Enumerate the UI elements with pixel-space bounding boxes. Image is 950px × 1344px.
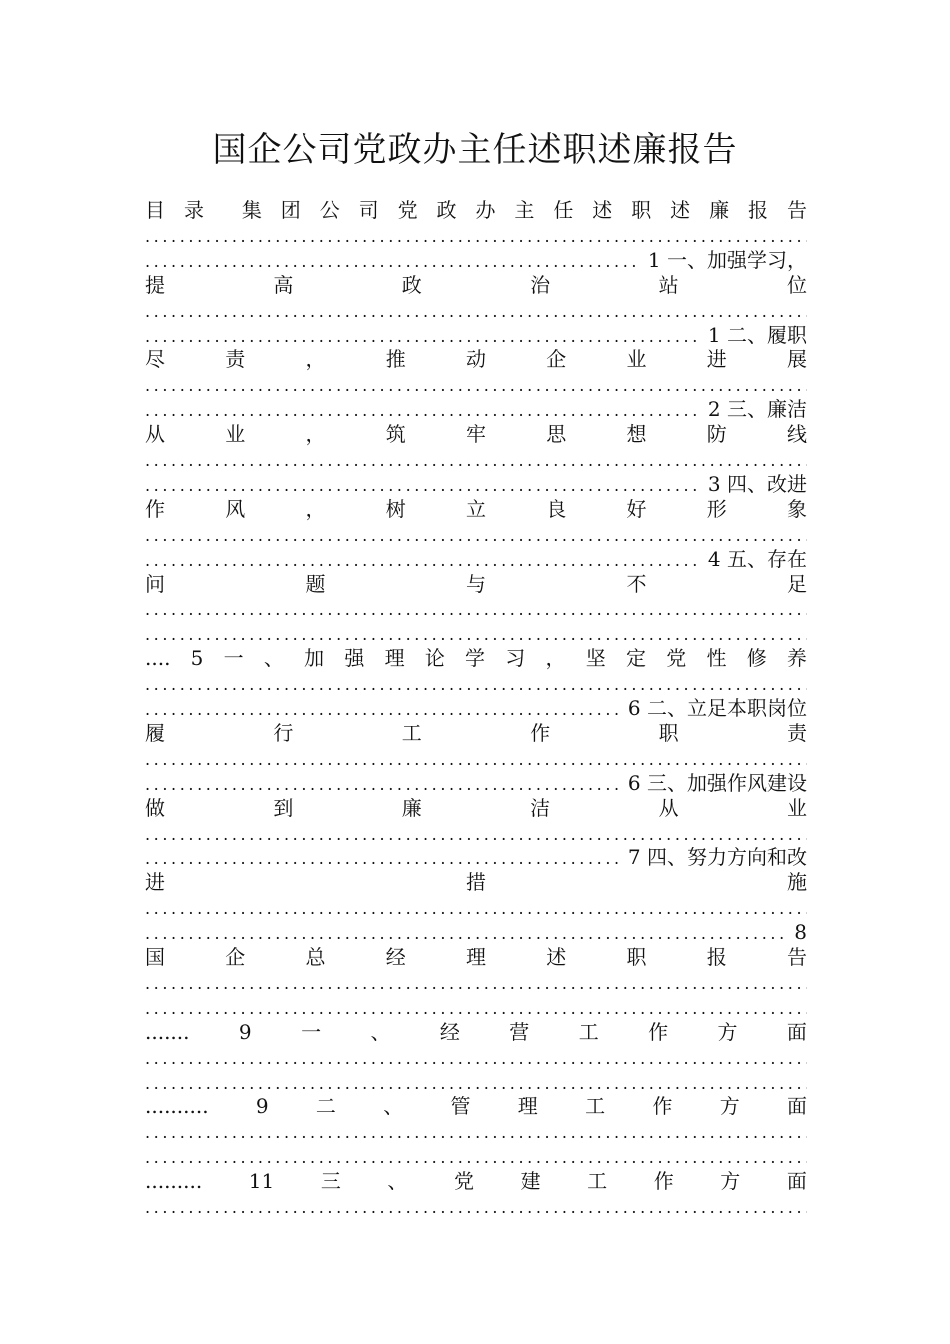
toc-entry-text: [145, 870, 807, 895]
toc-dot-leader-line: [145, 372, 807, 397]
toc-character: 报: [706, 945, 727, 969]
toc-character: 主: [514, 198, 535, 222]
dot-leader: [145, 821, 807, 846]
toc-page-and-next-entry: 4 五、存在: [707, 546, 807, 571]
toc-entry-text: [145, 497, 807, 522]
toc-character: 与: [466, 571, 486, 596]
dot-leader: [145, 248, 638, 273]
toc-character: 树: [385, 496, 406, 521]
toc-entry-page: [145, 920, 807, 945]
toc-character: 风: [225, 496, 246, 521]
toc-entry-text: [145, 945, 807, 970]
toc-page-and-next-entry: 6 二、立足本职岗位: [627, 696, 807, 720]
toc-character: 问: [145, 571, 165, 596]
dot-leader: [145, 845, 618, 870]
toc-entry-text: [145, 1020, 807, 1045]
dot-leader: [145, 223, 807, 248]
toc-character: 养: [786, 646, 807, 671]
document-title: 国企公司党政办主任述职述廉报告: [212, 130, 738, 170]
toc-character: 政: [436, 198, 457, 222]
toc-character: 述: [592, 198, 613, 222]
toc-character: 作: [652, 1094, 673, 1119]
toc-character: 洁: [530, 795, 551, 820]
dot-leader: [145, 920, 784, 945]
toc-character: 党: [453, 1169, 474, 1194]
toc-character: 告: [787, 945, 807, 969]
toc-character: 任: [553, 198, 574, 222]
toc-character: 职: [658, 720, 679, 745]
toc-entry-text: [145, 273, 807, 298]
dot-leader: [145, 771, 618, 796]
toc-character: ....: [145, 646, 171, 671]
toc-entry-page: [145, 771, 807, 796]
toc-character: 工: [585, 1094, 606, 1119]
toc-character: 营: [509, 1019, 530, 1044]
toc-character: 坚: [585, 646, 606, 671]
dot-leader: [145, 895, 807, 920]
toc-entry-page: [145, 397, 807, 422]
toc-character: 责: [786, 720, 807, 745]
toc-entry-text: [145, 198, 807, 223]
toc-character: 工: [587, 1169, 608, 1194]
toc-entry-text: [145, 422, 807, 447]
toc-page-and-next-entry: 2 三、廉洁: [707, 397, 807, 422]
toc-entry-page: [145, 323, 807, 348]
toc-entry-text: [145, 572, 807, 597]
toc-character: .......: [145, 1019, 190, 1044]
dot-leader: [145, 447, 807, 472]
toc-character: 作: [145, 496, 165, 521]
dot-leader: [145, 1045, 807, 1070]
toc-character: 企: [225, 945, 246, 969]
toc-character: ，: [305, 422, 326, 447]
toc-entry-text: [145, 1169, 807, 1194]
toc-character: 高: [273, 272, 294, 297]
toc-character: 到: [273, 795, 294, 820]
toc-character: 11: [248, 1169, 275, 1194]
toc-character: 形: [706, 496, 727, 521]
dot-leader: [145, 372, 807, 397]
toc-page-and-next-entry: 3 四、改进: [707, 471, 807, 496]
toc-character: 做: [145, 795, 165, 820]
toc-character: 党: [397, 198, 418, 222]
toc-character: 责: [225, 347, 246, 372]
toc-entry-text: [145, 347, 807, 372]
toc-character: 、: [387, 1169, 408, 1194]
toc-character: 、: [263, 646, 284, 671]
toc-character: 党: [666, 646, 687, 671]
toc-dot-leader-line: [145, 746, 807, 771]
toc-character: 经: [439, 1019, 460, 1044]
toc-character: ，: [545, 646, 566, 671]
dot-leader: [145, 1194, 807, 1219]
toc-dot-leader-line: [145, 995, 807, 1020]
toc-dot-leader-line: [145, 621, 807, 646]
dot-leader: [145, 1144, 807, 1169]
toc-character: 总: [305, 945, 326, 969]
dot-leader: [145, 1070, 807, 1095]
toc-dot-leader-line: [145, 671, 807, 696]
toc-character: 修: [746, 646, 767, 671]
toc-character: 动: [466, 347, 486, 372]
toc-character: 足: [787, 571, 807, 596]
toc-character: 展: [787, 347, 807, 372]
toc-character: 强: [344, 646, 365, 671]
dot-leader: [145, 397, 698, 422]
toc-character: 业: [786, 795, 807, 820]
toc-character: 告: [786, 198, 807, 222]
dot-leader: [145, 323, 698, 348]
toc-character: 工: [578, 1019, 599, 1044]
toc-character: 题: [305, 571, 326, 596]
toc-character: 方: [717, 1019, 738, 1044]
toc-entry-text: [145, 1094, 807, 1119]
toc-page-and-next-entry: 1 一、加强学习，: [647, 247, 807, 272]
toc-character: 进: [145, 870, 165, 895]
toc-character: 述: [670, 198, 691, 222]
toc-character: 、: [370, 1019, 391, 1044]
toc-dot-leader-line: [145, 596, 807, 621]
toc-character: 理: [384, 646, 405, 671]
toc-character: 报: [748, 198, 768, 222]
toc-dot-leader-line: [145, 298, 807, 323]
toc-character: 理: [517, 1094, 538, 1119]
toc-character: ..........: [145, 1094, 209, 1119]
toc-character: 施: [787, 870, 807, 895]
toc-dot-leader-line: [145, 1194, 807, 1219]
toc-character: 9: [238, 1019, 252, 1044]
dot-leader: [145, 696, 618, 721]
toc-character: 加: [304, 646, 325, 671]
toc-page-and-next-entry: 1 二、履职: [707, 322, 807, 347]
toc-character: 好: [626, 496, 647, 521]
toc-character: 方: [720, 1169, 741, 1194]
toc-dot-leader-line: [145, 895, 807, 920]
dot-leader: [145, 472, 698, 497]
toc-character: 业: [225, 422, 246, 447]
toc-character: 工: [401, 720, 422, 745]
toc-character: 司: [358, 198, 379, 222]
toc-character: 牢: [466, 422, 486, 447]
toc-character: 作: [648, 1019, 669, 1044]
toc-dot-leader-line: [145, 1144, 807, 1169]
toc-entry-page: [145, 696, 807, 721]
toc-character: 业: [626, 347, 647, 372]
toc-character: 建: [520, 1169, 541, 1194]
toc-character: 推: [385, 347, 406, 372]
toc-character: 5: [190, 646, 204, 671]
toc-page-and-next-entry: 6 三、加强作风建设: [627, 770, 807, 795]
toc-character: 政: [401, 272, 422, 297]
toc-character: 不: [626, 571, 647, 596]
toc-character: ，: [305, 496, 326, 521]
toc-character: 性: [706, 646, 727, 671]
toc-character: 筑: [385, 422, 406, 447]
toc-character: 面: [786, 1094, 807, 1119]
dot-leader: [145, 547, 698, 572]
toc-character: 线: [787, 422, 807, 447]
toc-character: 一: [301, 1019, 322, 1044]
dot-leader: [145, 621, 807, 646]
toc-character: 象: [787, 496, 807, 521]
toc-dot-leader-line: [145, 223, 807, 248]
toc-character: 思: [546, 422, 567, 447]
toc-character: 位: [786, 272, 807, 297]
toc-character: 办: [475, 198, 496, 222]
toc-character: 录: [183, 198, 204, 222]
toc-entry-text: [145, 721, 807, 746]
toc-character: 二: [315, 1094, 336, 1119]
toc-entry-page: [145, 547, 807, 572]
toc-entry-text: [145, 796, 807, 821]
toc-character: 企: [546, 347, 567, 372]
toc-page-and-next-entry: 8: [794, 920, 807, 945]
toc-character: 进: [706, 347, 727, 372]
toc-character: 职: [631, 198, 652, 222]
toc-character: 一: [223, 646, 244, 671]
toc-dot-leader-line: [145, 1070, 807, 1095]
toc-character: 理: [466, 945, 486, 969]
toc-character: 行: [273, 720, 294, 745]
toc-character: 论: [424, 646, 445, 671]
toc-dot-leader-line: [145, 522, 807, 547]
dot-leader: [145, 746, 807, 771]
toc-character: 站: [658, 272, 679, 297]
toc-entry-text: [145, 646, 807, 671]
toc-character: 述: [546, 945, 567, 969]
toc-character: 想: [626, 422, 647, 447]
toc-character: 治: [530, 272, 551, 297]
toc-entry-page: [145, 248, 807, 273]
dot-leader: [145, 970, 807, 995]
toc-character: 廉: [401, 795, 422, 820]
toc-character: 作: [530, 720, 551, 745]
toc-character: 目: [145, 198, 165, 222]
toc-character: 履: [145, 720, 165, 745]
dot-leader: [145, 298, 807, 323]
toc-character: 9: [255, 1094, 269, 1119]
toc-character: 学: [465, 646, 486, 671]
toc-character: 习: [505, 646, 526, 671]
toc-character: 集: [241, 198, 262, 222]
toc-character: 从: [658, 795, 679, 820]
toc-character: 团: [280, 198, 301, 222]
toc-character: 措: [466, 870, 486, 895]
toc-character: 面: [786, 1169, 807, 1194]
toc-page-and-next-entry: 7 四、努力方向和改: [627, 845, 807, 870]
dot-leader: [145, 995, 807, 1020]
dot-leader: [145, 596, 807, 621]
toc-dot-leader-line: [145, 1119, 807, 1144]
toc-character: 提: [145, 272, 165, 297]
toc-character: .........: [145, 1169, 203, 1194]
toc-character: 方: [719, 1094, 740, 1119]
toc-entry-page: [145, 472, 807, 497]
toc-character: 公: [319, 198, 340, 222]
dot-leader: [145, 671, 807, 696]
dot-leader: [145, 522, 807, 547]
toc-dot-leader-line: [145, 1045, 807, 1070]
dot-leader: [145, 1119, 807, 1144]
toc-character: 廉: [709, 198, 730, 222]
toc-character: 良: [546, 496, 567, 521]
toc-character: 国: [145, 945, 165, 969]
toc-entry-page: [145, 845, 807, 870]
toc-character: ，: [305, 347, 326, 372]
toc-character: 立: [466, 496, 486, 521]
toc-character: 三: [320, 1169, 341, 1194]
toc-character: 、: [383, 1094, 404, 1119]
toc-dot-leader-line: [145, 821, 807, 846]
toc-character: 作: [653, 1169, 674, 1194]
toc-character: 经: [385, 945, 406, 969]
toc-character: 定: [625, 646, 646, 671]
toc-character: 面: [786, 1019, 807, 1044]
toc-dot-leader-line: [145, 447, 807, 472]
toc-character: 从: [145, 422, 165, 447]
toc-character: 防: [706, 422, 727, 447]
toc-dot-leader-line: [145, 970, 807, 995]
toc-character: 职: [626, 945, 647, 969]
toc-character: 尽: [145, 347, 165, 372]
toc-character: 管: [450, 1094, 471, 1119]
